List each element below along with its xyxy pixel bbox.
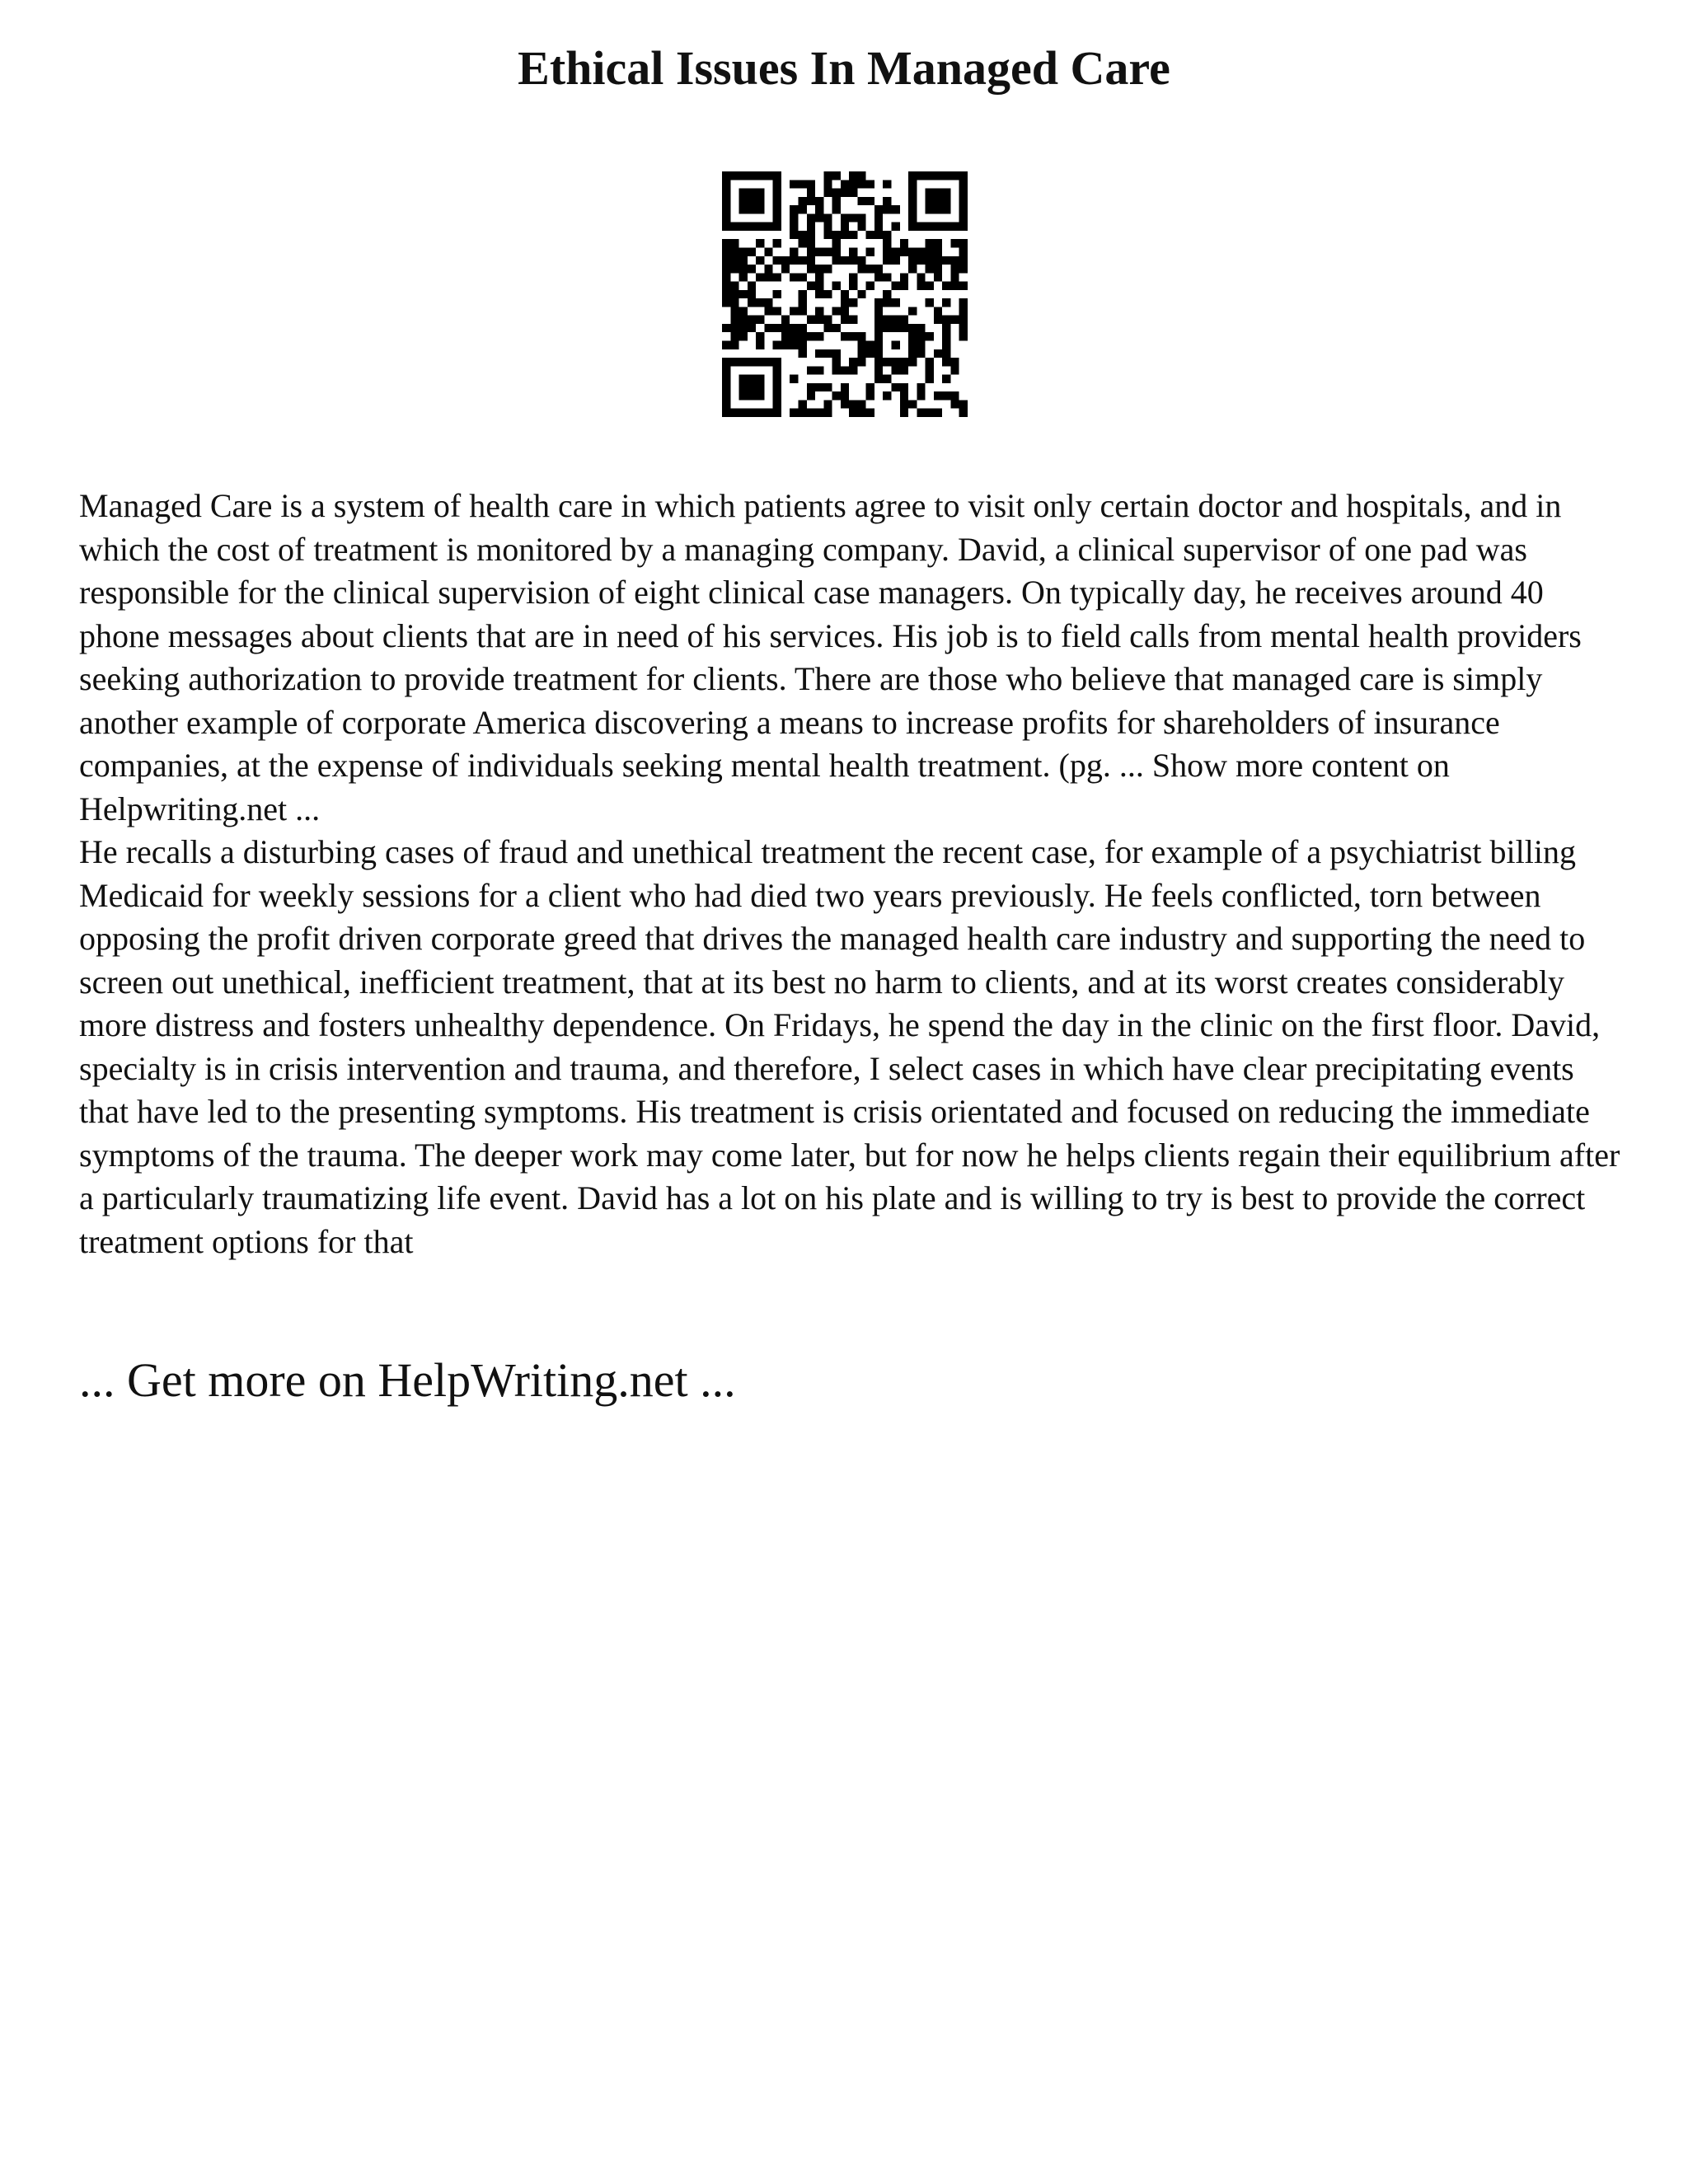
paragraph-2: He recalls a disturbing cases of fraud and unethical treatment the recent case, for example of a psychiatrist billing Medicaid for weekly sessions for a client who had died two years previously. He feels conflicted, torn between opposing the profit driven corporate greed that drives the managed health care industry and supporting the need to screen out unethical, inefficient treatment, that at its best no harm to clients, and at its worst creates considerably more distress and fosters unhealthy dependence. On Fridays, he spend the day in the clinic on the first floor. David, specialty is in crisis intervention and trauma, and therefore, I select cases in which have clear precipitating events that have led to the presenting symptoms. His treatment is crisis orientated and focused on reducing the immediate symptoms of the trauma. The deeper work may come later, but for now he helps clients regain their equilibrium after a particularly traumatizing life event. David has a lot on his plate and is willing to try is best to provide the correct treatment options for that bbox=[79, 833, 1620, 1260]
article-body bbox=[79, 485, 1629, 1263]
paragraph-1: Managed Care is a system of health care in which patients agree to visit only certain doctor and hospitals, and in which the cost of treatment is monitored by a managing company. David, a clinical supervisor of one pad was responsible for the clinical supervision of eight clinical case managers. On typically day, he receives around 40 phone messages about clients that are in need of his services. His job is to field calls from mental health providers seeking authorization to provide treatment for clients. There are those who believe that managed care is simply another example of corporate America discovering a means to increase profits for shareholders of insurance companies, at the expense of individuals seeking mental health treatment. (pg. ... Show more content on Helpwriting.net ... bbox=[79, 487, 1582, 827]
get-more-link[interactable]: ... Get more on HelpWriting.net ... bbox=[79, 1353, 736, 1407]
qr-code-icon[interactable] bbox=[722, 171, 968, 417]
page-title: Ethical Issues In Managed Care bbox=[518, 41, 1170, 95]
